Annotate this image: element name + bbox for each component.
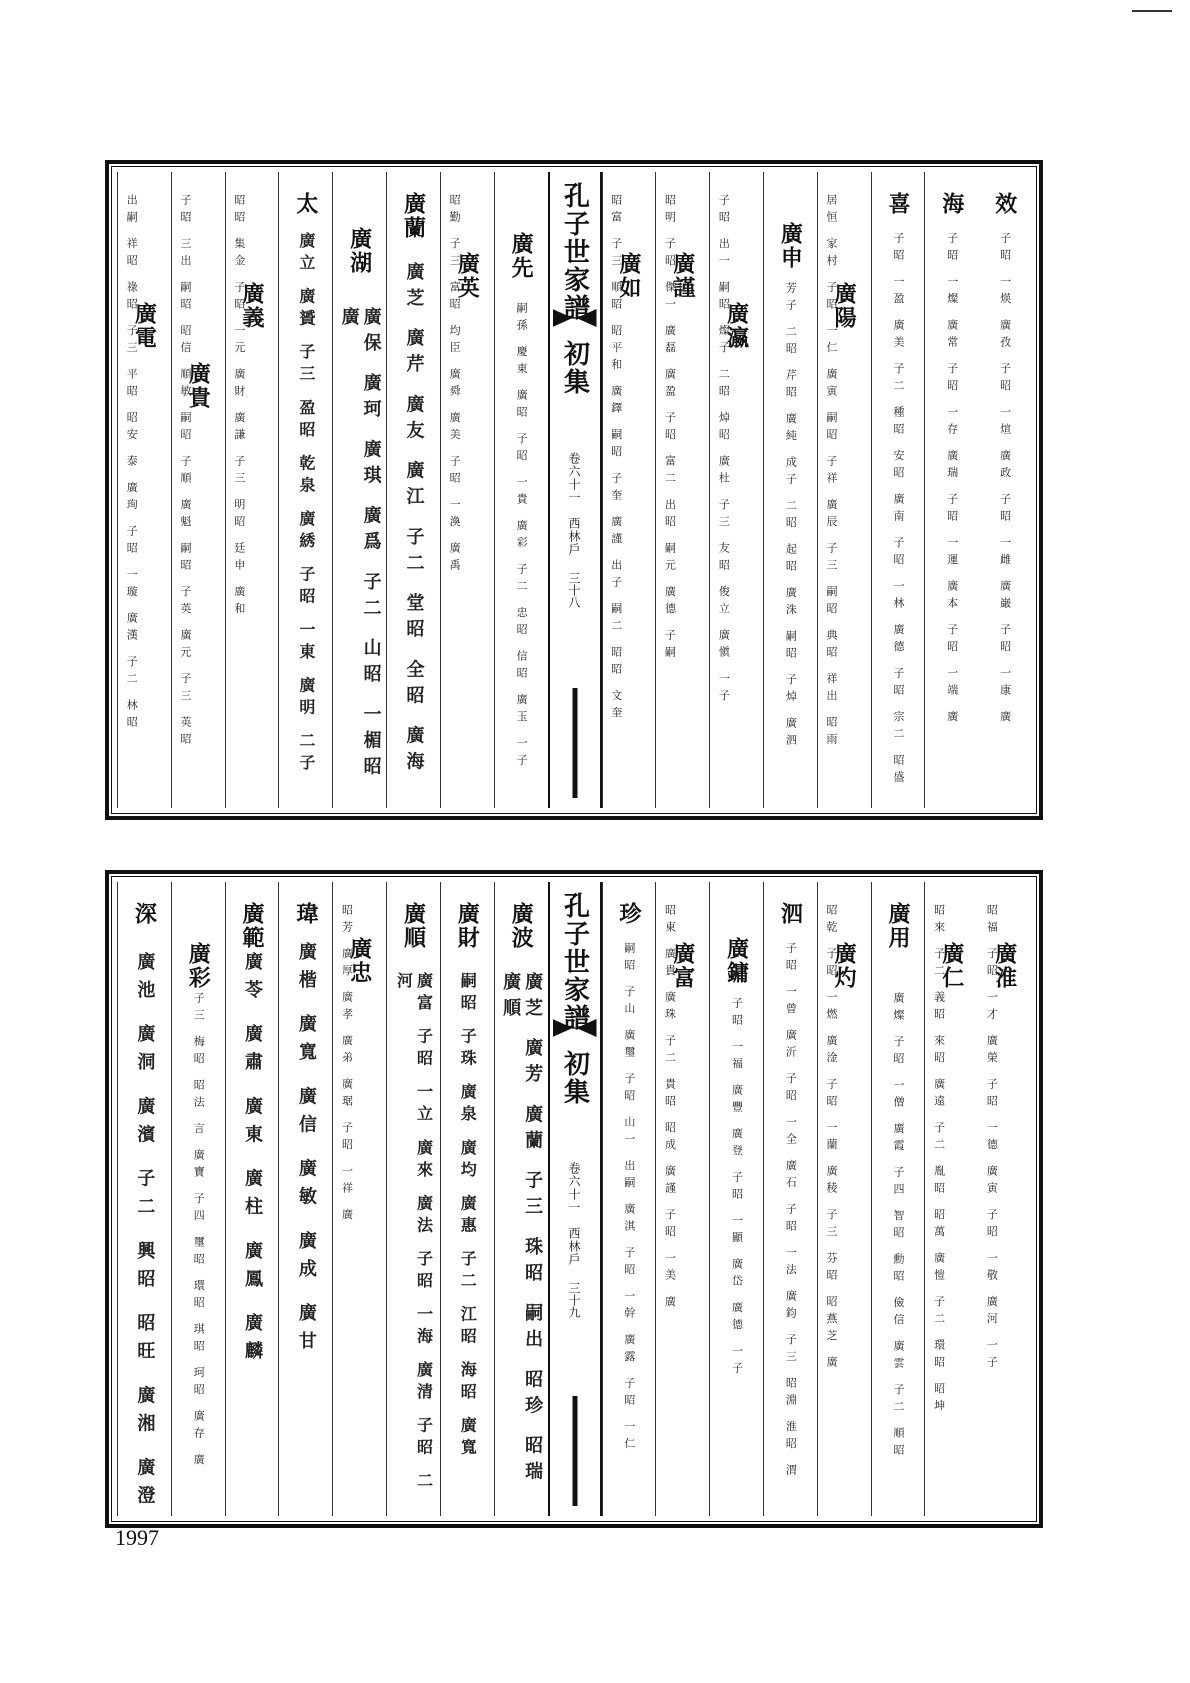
genealogy-column: [332, 172, 386, 808]
primary-name: 廣電: [131, 302, 158, 350]
spine-bar: [572, 1396, 577, 1506]
genealogy-column: [763, 882, 817, 1516]
primary-name: 廣富: [669, 942, 696, 990]
genealogy-column: [978, 882, 1031, 1516]
primary-name: 喜: [884, 192, 911, 216]
primary-name: 廣範: [239, 902, 266, 950]
annotation: 芳子 二昭 芹昭 廣純 成子 二昭 起昭 廣洙 嗣昭 子焯 廣泗: [784, 282, 798, 751]
leaf-number: 三十八: [567, 572, 581, 608]
genealogy-column: [817, 172, 871, 808]
primary-name: 廣灼: [831, 942, 858, 990]
annotation: 昭乾 子昭 一燃 廣淦 子昭 一蘭 廣稜 子三 芬昭 昭燕芝 廣: [824, 904, 838, 1373]
annotation: 廣保 廣珂 廣琪 廣爲 子二 山昭 一楣昭 廣: [338, 307, 382, 783]
genealogy-column: [225, 172, 279, 808]
annotation: 出嗣 祥昭 祿昭 子三 平昭 昭安 泰 廣珣 子昭 一璇 廣漢 子二 林昭: [125, 194, 139, 733]
primary-name: 廣湖: [346, 227, 373, 275]
annotation: 子三 梅昭 昭法 言 廣寶 子四 璽昭 環昭 琪昭 珂昭 廣存 廣: [192, 992, 206, 1471]
primary-name: 泗: [777, 902, 804, 926]
annotation: 嗣昭 子珠 廣泉 廣均 廣惠 子二 江昭 海昭 廣寬: [458, 972, 478, 1461]
annotation: 廣池 廣洞 廣濱 子二 興昭 昭旺 廣湘 廣澄: [134, 952, 156, 1514]
annotation: 昭來 子二 義昭 來昭 廣遠 子二 胤昭 昭萬 廣愷 子二 環昭 昭坤: [932, 904, 946, 1417]
annotation: 居恒 家村 子昭 一仁 廣寅 嗣昭 子祥 廣辰 子三 嗣昭 典昭 祥出 昭雨: [824, 194, 838, 750]
leaf-number: 三十九: [567, 1282, 581, 1318]
volume-label: 卷六十一 西林戶: [567, 452, 581, 556]
genealogy-column: [817, 882, 871, 1516]
spine-bar: [572, 688, 577, 798]
genealogy-column: [440, 172, 494, 808]
annotation: 昭昭 集金 子昭 一元 廣財 廣謙 子三 明昭 廷申 廣和: [232, 194, 246, 620]
annotation: 廣富 子昭 一立 廣來 廣法 子昭 一海 廣清 子昭 二河: [394, 972, 434, 1495]
top-columns: [117, 172, 1031, 808]
annotation: 廣苓 廣肅 廣東 廣柱 廣鳳 廣麟: [242, 952, 264, 1370]
annotation: 子昭 三出 嗣昭 昭信 順敏 嗣昭 子順 廣魁 嗣昭 子英 廣元 子三 英昭: [179, 194, 193, 750]
primary-name: 廣順: [400, 902, 427, 950]
genealogy-column: [494, 172, 548, 808]
primary-name: 廣謹: [669, 252, 696, 300]
primary-name: 效: [991, 192, 1018, 216]
primary-name: 廣淮: [991, 942, 1018, 990]
genealogy-column: [655, 882, 709, 1516]
primary-name: 廣財: [454, 902, 481, 950]
primary-name: 廣彩: [185, 942, 212, 990]
annotation: 昭福 子昭 一才 廣榮 子昭 一德 廣寅 子昭 一敬 廣河 一子: [985, 904, 999, 1373]
primary-name: 廣用: [884, 902, 911, 950]
genealogy-column: [440, 882, 494, 1516]
annotation: 子昭 一煐 廣孜 子昭 一煊 廣政 子昭 一雌 廣巌 子昭 一康 廣: [998, 232, 1012, 728]
genealogy-column: [278, 172, 332, 808]
genealogy-column: [871, 172, 925, 808]
primary-name: 深: [131, 902, 158, 926]
genealogy-column: [602, 882, 656, 1516]
annotation: 昭芳 廣厚 廣孝 廣弟 廣琚 子昭 一祥 廣: [340, 904, 354, 1226]
genealogy-column: [924, 882, 978, 1516]
annotation: 廣楷 廣寬 廣信 廣敏 廣成 廣甘: [295, 942, 317, 1360]
primary-name: 廣蘭: [400, 192, 427, 240]
book-spine: [548, 882, 602, 1516]
bottom-genealogy-panel: [105, 870, 1043, 1528]
genealogy-column: [332, 882, 386, 1516]
primary-name: 廣如: [615, 252, 642, 300]
genealogy-column: [386, 172, 440, 808]
primary-name: 廣英: [454, 252, 481, 300]
genealogy-column: [494, 882, 548, 1516]
annotation: 廣立 廣贇 子三 盈昭 乾泉 廣綉 子昭 一東 廣明 二子: [296, 232, 316, 777]
primary-name: 廣陽: [831, 282, 858, 330]
annotation: 昭明 子昭 傑一 廣磊 廣盈 子昭 富二 出昭 嗣元 廣德 子嗣: [663, 194, 677, 663]
top-genealogy-panel: [105, 160, 1043, 820]
bottom-columns: [117, 882, 1031, 1516]
genealogy-column: [171, 882, 225, 1516]
annotation: 子昭 一曾 廣沂 子昭 一全 廣石 子昭 一法 廣鈞 子三 昭淵 淮昭 渭: [784, 942, 798, 1481]
genealogy-column: [117, 882, 171, 1516]
primary-name: 廣波: [508, 902, 535, 950]
annotation: 子昭 一盈 廣美 子二 種昭 安昭 廣南 子昭 一林 廣德 子昭 宗二 昭盛: [891, 232, 905, 788]
genealogy-column: [763, 172, 817, 808]
volume-label: 卷六十一 西林戶: [567, 1162, 581, 1266]
annotation: 昭富 子三 順昭 昭平和 廣鐸 嗣昭 子奎 廣謹 出子 嗣二 昭昭 文奎: [609, 194, 623, 724]
genealogy-column: [225, 882, 279, 1516]
genealogy-column: [602, 172, 656, 808]
genealogy-column: [117, 172, 171, 808]
page-number: 1997: [115, 1525, 159, 1550]
genealogy-column: [655, 172, 709, 808]
genealogy-column: [871, 882, 925, 1516]
primary-name: 廣先: [508, 232, 535, 280]
primary-name: 廣貴: [185, 362, 212, 410]
annotation: 子昭 一燦 廣常 子昭 一存 廣瑞 子昭 一運 廣本 子昭 一端 廣: [945, 232, 959, 728]
primary-name: 海: [938, 192, 965, 216]
book-series: 初集: [559, 340, 590, 396]
primary-name: 廣瀛: [723, 302, 750, 350]
primary-name: 瑋: [292, 902, 319, 926]
annotation: 昭勤 子三 富昭 均臣 廣舜 廣美 子昭 一渙 廣禹: [448, 194, 462, 576]
primary-name: 廣鏞: [723, 937, 750, 985]
book-title: 孔子世家譜: [559, 182, 590, 322]
annotation: 嗣孫 慶東 廣昭 子昭 一貴 廣彩 子二 忠昭 信昭 廣玉 一子: [515, 302, 529, 771]
annotation: 廣芝 廣芹 廣友 廣江 子二 堂昭 全昭 廣海: [403, 262, 425, 778]
primary-name: 廣忠: [346, 937, 373, 985]
genealogy-column: [709, 882, 763, 1516]
primary-name: 廣仁: [938, 942, 965, 990]
primary-name: 太: [292, 192, 319, 216]
genealogy-column: [978, 172, 1031, 808]
book-series: 初集: [559, 1050, 590, 1106]
genealogy-column: [709, 172, 763, 808]
annotation: 昭東 廣貴 廣珠 子二 貴昭 昭成 廣謹 子昭 一美 廣: [663, 904, 677, 1313]
annotation: 子昭 出一 嗣昭 燦子 二昭 焯昭 廣杜 子三 友昭 俊立 廣愼 一子: [717, 194, 731, 707]
annotation: 廣芝 廣芳 廣蘭 子三 珠昭 嗣出 昭珍 昭瑞 廣順: [500, 972, 544, 1488]
book-spine: [548, 172, 602, 808]
genealogy-column: [278, 882, 332, 1516]
crop-mark: [1132, 10, 1172, 12]
genealogy-column: [924, 172, 978, 808]
book-title: 孔子世家譜: [559, 892, 590, 1032]
primary-name: 珍: [615, 902, 642, 926]
primary-name: 廣義: [239, 282, 266, 330]
annotation: 子昭 一福 廣豐 廣登 子昭 一顯 廣岱 廣德 一子: [730, 997, 744, 1379]
annotation: 嗣昭 子山 廣璽 子昭 山一 出嗣 廣淇 子昭 一幹 廣露 子昭 一仁: [622, 942, 636, 1455]
primary-name: 廣申: [777, 222, 804, 270]
annotation: 廣燦 子昭 一僧 廣霞 子四 智昭 勳昭 儉信 廣雲 子二 順昭: [891, 992, 905, 1461]
genealogy-column: [171, 172, 225, 808]
genealogy-column: [386, 882, 440, 1516]
